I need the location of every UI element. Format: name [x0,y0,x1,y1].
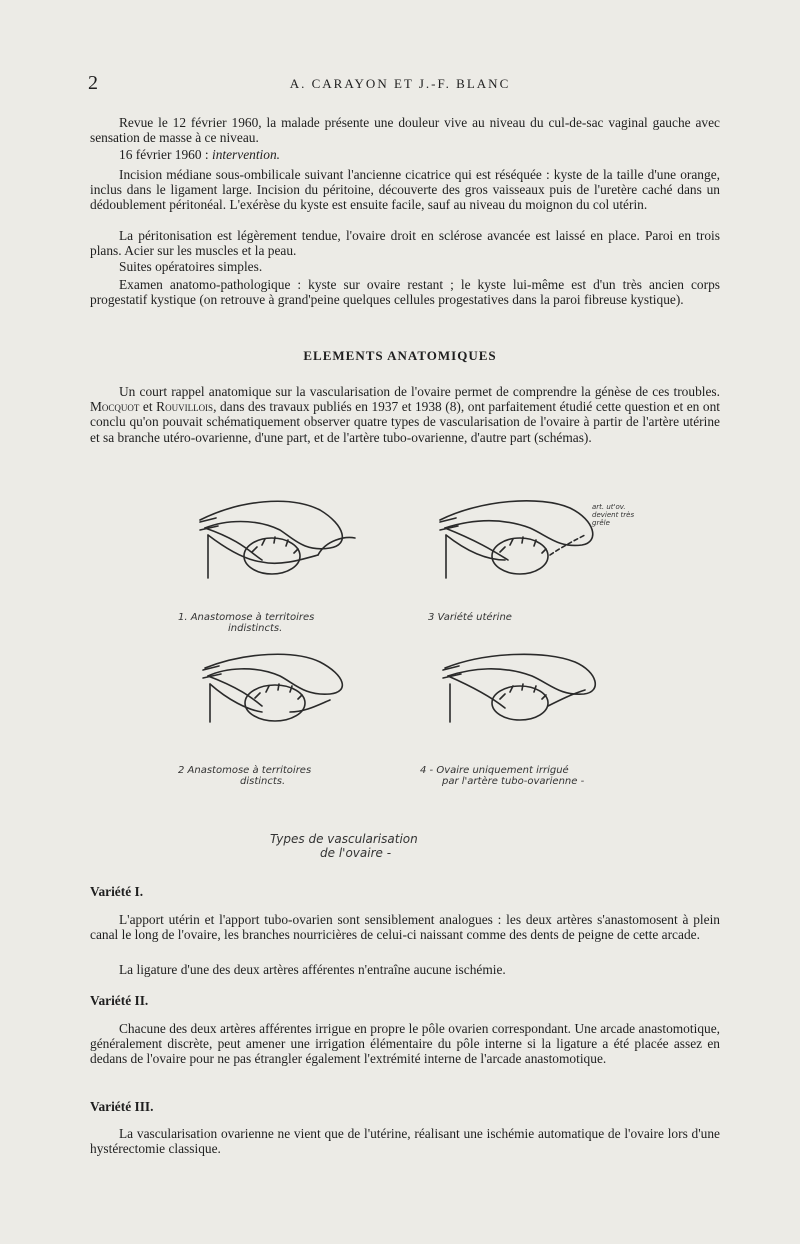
caption-1: 1. Anastomose à territoires indistincts. [178,612,315,634]
variete-2-heading: Variété II. [90,993,149,1008]
figure-title: Types de vascularisation de l'ovaire - [270,832,418,860]
variete-1-paragraph-2: La ligature d'une des deux artères afférentes n'entraîne aucune ischémie. [119,962,506,977]
schema-3-drawing [440,501,593,578]
paragraph-revue: Revue le 12 février 1960, la malade présente une douleur vive au niveau du cul-de-sac vaginal gauche avec sensation de masse à ce niveau. [90,115,720,146]
schema-1-drawing [200,501,355,578]
variete-3-heading: Variété III. [90,1099,154,1114]
variete-1-heading: Variété I. [90,884,144,899]
intervention-text: intervention. [211,147,281,162]
schema-4-drawing [443,654,595,722]
caption-4: 4 - Ovaire uniquement irrigué par l'artère tubo-ovarienne - [420,765,585,787]
caption-2: 2 Anastomose à territoires distincts. [178,765,312,787]
author-mocquot: Mocquot [90,399,140,415]
rappel-text: Un court rappel anatomique sur la vascularisation de l'ovaire permet de comprendre la génèse de ces troubles. [119,384,720,399]
running-head: A. CARAYON ET J.-F. BLANC [289,76,511,91]
paragraph-incision: Incision médiane sous-ombilicale suivant l'ancienne cicatrice qui est réséquée : kyste de la taille d'une orange, inclus dans le ligament large. Incision du péritoine, découverte des gros vaisseaux puis de l'uretère caché dans un dédoublement péritonéal. L'exérèse du kyste est ensuite facile, sauf au niveau du moignon du col utérin. [90,167,720,213]
side-note: art. ut'ov. devient très grêle [592,503,635,527]
variete-1-paragraph-1: L'apport utérin et l'apport tubo-ovarien sont sensiblement analogues : les deux artères s'anastomosent à plein canal le long de l'ovaire, les branches nourricières de celui-ci naissant comme des dents de peigne de cette arcade. [90,912,720,943]
author-rouvillois: Rouvillois [156,399,214,415]
rappel-text-continued: , dans des travaux publiés en 1937 et 1938 (8), ont parfaitement étudié cette question et en ont conclu qu'on pouvait schématiquement observer quatre types de vascularisation de l'ovaire à partir de l'artère utérine et sa branche utéro-ovarienne, d'une part, et de l'artère tubo-ovarienne, d'autre part (schémas). [90,399,721,445]
variete-2-paragraph-1: Chacune des deux artères afférentes irrigue en propre le pôle ovarien correspondant. Une arcade anastomotique, généralement discrète, peut amener une irrigation élémentaire du pôle interne si la ligature a été placée assez en dedans de l'ovaire pour ne pas étrangler également l'extrémité interne de l'arcade anastomotique. [90,1021,720,1067]
schema-2-drawing [203,654,342,722]
variete-3-paragraph-1: La vascularisation ovarienne ne vient que de l'utérine, réalisant une ischémie automatique de l'ovaire lors d'une hystérectomie classique. [90,1126,720,1157]
paragraph-suites: Suites opératoires simples. [119,259,263,274]
paragraph-peritonisation: La péritonisation est légèrement tendue, l'ovaire droit en sclérose avancée est laissé en place. Paroi en trois plans. Acier sur les muscles et la peau. [90,228,720,259]
and-text: et [139,399,157,415]
section-title: ELEMENTS ANATOMIQUES [303,348,497,363]
page-number: 2 [88,72,98,94]
date-text: 16 février 1960 : [119,147,212,162]
paragraph-examen: Examen anatomo-pathologique : kyste sur ovaire restant ; le kyste lui-même est d'un très ancien corps progestatif kystique (on retrouve à grand'peine quelques cellules progestatives dans la paroi fibreuse kystique). [90,277,720,308]
caption-3: 3 Variété utérine [428,612,512,623]
